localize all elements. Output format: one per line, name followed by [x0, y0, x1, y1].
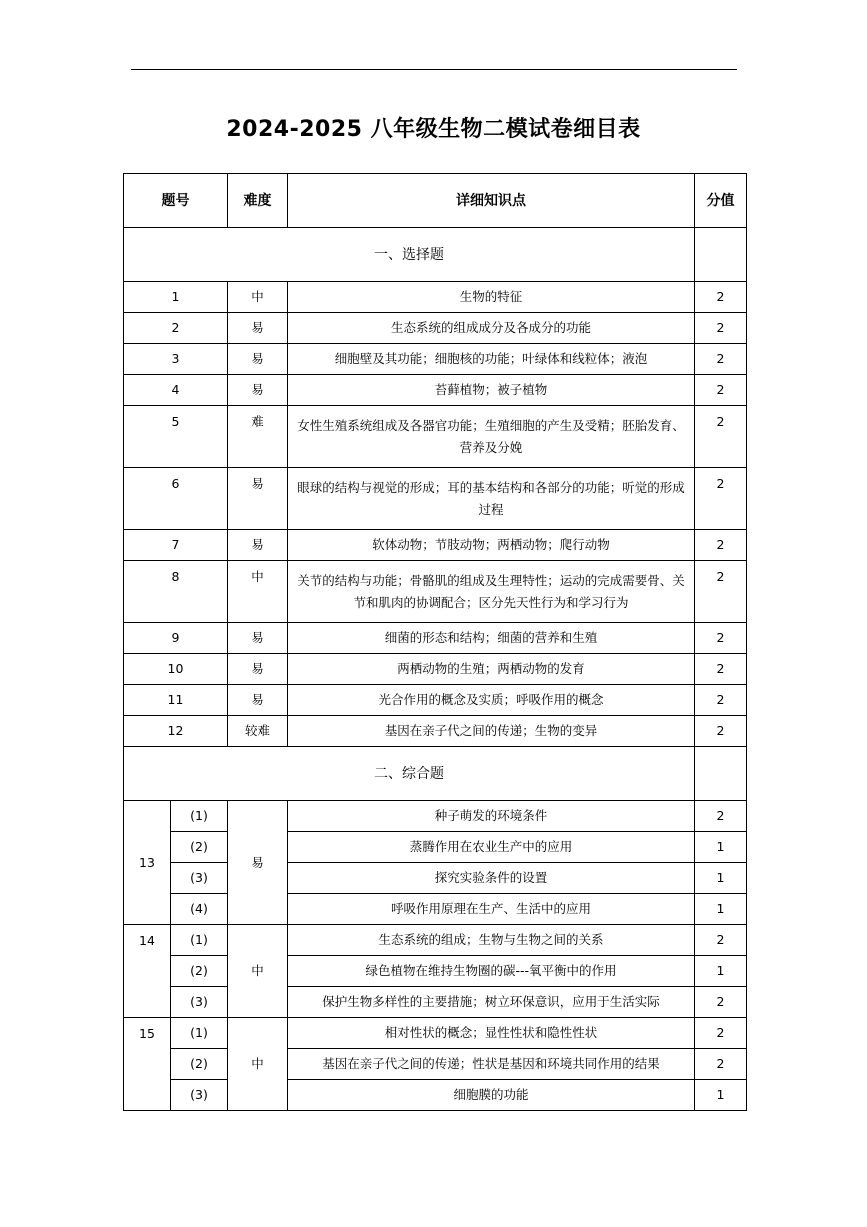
sub-question: (1) [171, 925, 228, 956]
score-cell: 1 [695, 956, 747, 987]
score-cell: 2 [695, 406, 747, 468]
score-cell: 1 [695, 894, 747, 925]
score-cell: 2 [695, 468, 747, 530]
difficulty-cell: 易 [228, 530, 288, 561]
section-score-cell [695, 747, 747, 801]
sub-question: (3) [171, 987, 228, 1018]
table-row [124, 654, 747, 685]
knowledge-cell: 蒸腾作用在农业生产中的应用 [288, 832, 695, 863]
question-number: 5 [124, 406, 228, 468]
question-number: 10 [124, 654, 228, 685]
difficulty-cell: 中 [228, 282, 288, 313]
difficulty-cell: 易 [228, 468, 288, 530]
knowledge-cell: 生态系统的组成；生物与生物之间的关系 [288, 925, 695, 956]
score-cell: 2 [695, 282, 747, 313]
question-number: 8 [124, 561, 228, 623]
difficulty-cell: 中 [228, 1018, 288, 1111]
header-row [124, 174, 747, 228]
table-row [124, 468, 747, 530]
knowledge-cell: 探究实验条件的设置 [288, 863, 695, 894]
score-cell: 2 [695, 925, 747, 956]
knowledge-cell: 绿色植物在维持生物圈的碳---氧平衡中的作用 [288, 956, 695, 987]
question-number: 6 [124, 468, 228, 530]
knowledge-cell: 基因在亲子代之间的传递；生物的变异 [288, 716, 695, 747]
table-row [124, 716, 747, 747]
table-row [124, 1080, 747, 1111]
table-row [124, 685, 747, 716]
score-cell: 2 [695, 561, 747, 623]
table-row [124, 1018, 747, 1049]
difficulty-cell: 易 [228, 313, 288, 344]
difficulty-cell: 较难 [228, 716, 288, 747]
sub-question: (2) [171, 956, 228, 987]
score-cell: 2 [695, 987, 747, 1018]
table-row [124, 375, 747, 406]
knowledge-cell: 苔藓植物；被子植物 [288, 375, 695, 406]
knowledge-cell: 基因在亲子代之间的传递；性状是基因和环境共同作用的结果 [288, 1049, 695, 1080]
score-cell: 1 [695, 832, 747, 863]
score-cell: 2 [695, 1018, 747, 1049]
table-row [124, 344, 747, 375]
table-row [124, 406, 747, 468]
section-row [124, 228, 747, 282]
difficulty-cell: 中 [228, 925, 288, 1018]
knowledge-cell: 保护生物多样性的主要措施；树立环保意识，应用于生活实际 [288, 987, 695, 1018]
table-row [124, 894, 747, 925]
question-number: 4 [124, 375, 228, 406]
knowledge-cell: 细胞膜的功能 [288, 1080, 695, 1111]
table-row [124, 530, 747, 561]
header-number: 题号 [124, 174, 228, 228]
knowledge-cell: 呼吸作用原理在生产、生活中的应用 [288, 894, 695, 925]
difficulty-cell: 易 [228, 344, 288, 375]
header-knowledge: 详细知识点 [288, 174, 695, 228]
knowledge-cell: 眼球的结构与视觉的形成；耳的基本结构和各部分的功能；听觉的形成过程 [288, 468, 695, 530]
score-cell: 1 [695, 863, 747, 894]
sub-question: (2) [171, 832, 228, 863]
score-cell: 2 [695, 654, 747, 685]
question-number: 7 [124, 530, 228, 561]
table-row [124, 561, 747, 623]
score-cell: 2 [695, 685, 747, 716]
score-cell: 2 [695, 313, 747, 344]
header-score: 分值 [695, 174, 747, 228]
table-row [124, 863, 747, 894]
page-title: 2024-2025 八年级生物二模试卷细目表 [226, 117, 641, 142]
sub-question: (1) [171, 1018, 228, 1049]
question-number: 14 [124, 925, 171, 1018]
score-cell: 2 [695, 801, 747, 832]
table-row [124, 925, 747, 956]
knowledge-cell: 两栖动物的生殖；两栖动物的发育 [288, 654, 695, 685]
table-row [124, 801, 747, 832]
knowledge-cell: 生态系统的组成成分及各成分的功能 [288, 313, 695, 344]
section-row [124, 747, 747, 801]
question-number: 15 [124, 1018, 171, 1111]
question-number: 9 [124, 623, 228, 654]
sub-question: (3) [171, 863, 228, 894]
section-score-cell [695, 228, 747, 282]
knowledge-cell: 种子萌发的环境条件 [288, 801, 695, 832]
score-cell: 2 [695, 375, 747, 406]
question-number: 12 [124, 716, 228, 747]
difficulty-cell: 易 [228, 375, 288, 406]
score-cell: 2 [695, 623, 747, 654]
question-number: 11 [124, 685, 228, 716]
section-title: 二、综合题 [124, 747, 695, 801]
score-cell: 2 [695, 716, 747, 747]
difficulty-cell: 易 [228, 623, 288, 654]
score-cell: 2 [695, 344, 747, 375]
knowledge-cell: 关节的结构与功能；骨骼肌的组成及生理特性；运动的完成需要骨、关节和肌肉的协调配合；区分先天性行为和学习行为 [288, 561, 695, 623]
difficulty-cell: 易 [228, 654, 288, 685]
score-cell: 2 [695, 530, 747, 561]
question-number: 3 [124, 344, 228, 375]
question-number: 13 [124, 801, 171, 925]
table-row [124, 282, 747, 313]
sub-question: (3) [171, 1080, 228, 1111]
knowledge-cell: 细菌的形态和结构；细菌的营养和生殖 [288, 623, 695, 654]
section-title: 一、选择题 [124, 228, 695, 282]
table-row [124, 313, 747, 344]
knowledge-cell: 女性生殖系统组成及各器官功能；生殖细胞的产生及受精；胚胎发育、营养及分娩 [288, 406, 695, 468]
score-cell: 1 [695, 1080, 747, 1111]
difficulty-cell: 易 [228, 801, 288, 925]
sub-question: (1) [171, 801, 228, 832]
difficulty-cell: 难 [228, 406, 288, 468]
difficulty-cell: 中 [228, 561, 288, 623]
knowledge-cell: 细胞壁及其功能；细胞核的功能；叶绿体和线粒体；液泡 [288, 344, 695, 375]
header-difficulty: 难度 [228, 174, 288, 228]
top-rule [131, 69, 737, 70]
sub-question: (2) [171, 1049, 228, 1080]
table-row [124, 623, 747, 654]
knowledge-cell: 生物的特征 [288, 282, 695, 313]
question-number: 1 [124, 282, 228, 313]
sub-question: (4) [171, 894, 228, 925]
knowledge-cell: 软体动物；节肢动物；两栖动物；爬行动物 [288, 530, 695, 561]
knowledge-cell: 光合作用的概念及实质；呼吸作用的概念 [288, 685, 695, 716]
table-row [124, 1049, 747, 1080]
table-row [124, 832, 747, 863]
table-row [124, 956, 747, 987]
knowledge-cell: 相对性状的概念；显性性状和隐性性状 [288, 1018, 695, 1049]
question-number: 2 [124, 313, 228, 344]
spec-table [123, 173, 747, 1111]
score-cell: 2 [695, 1049, 747, 1080]
table-row [124, 987, 747, 1018]
difficulty-cell: 易 [228, 685, 288, 716]
